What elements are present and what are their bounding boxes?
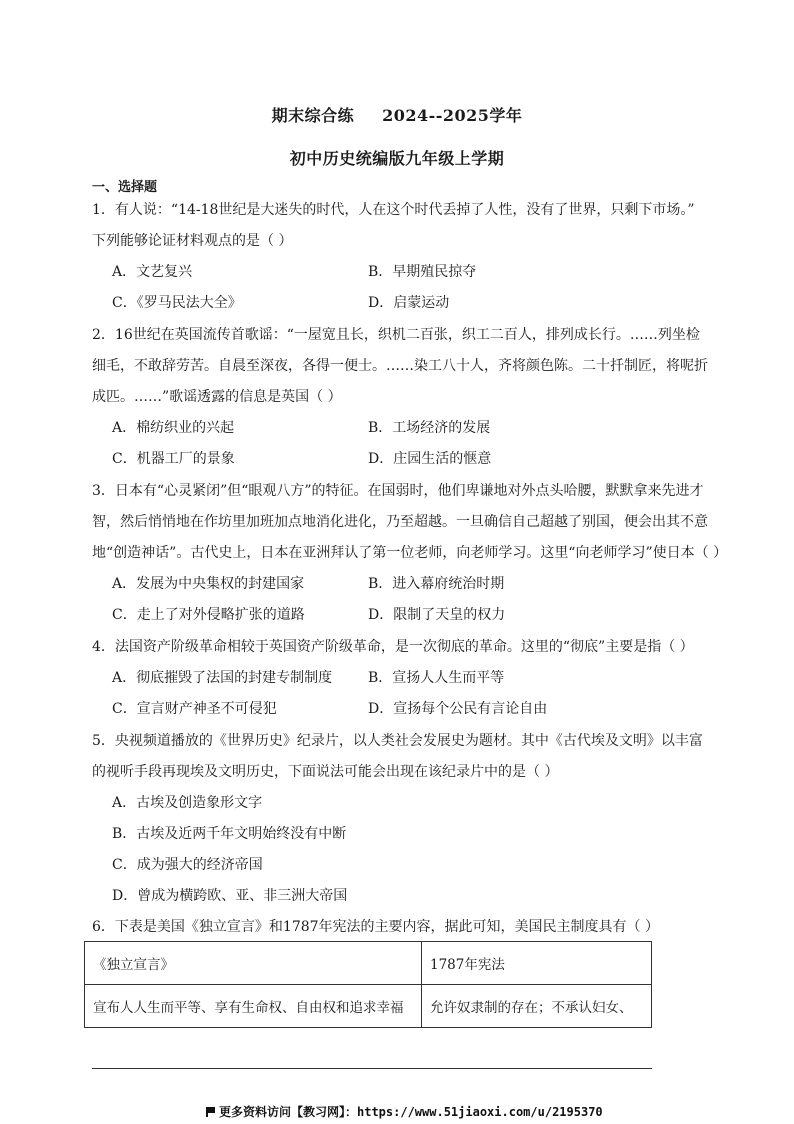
question-1-option-d: D．启蒙运动 [368,295,450,311]
question-2-option-a: A．棉纺织业的兴起 [112,420,235,436]
title-left: 期末综合练 [271,106,355,125]
question-3-line-1: 3．日本有“心灵紧闭”但“眼观八方”的特征。在国弱时，他们卑谦地对外点头哈腰，默默拿来先进才 [92,483,704,499]
table-cell: 宣布人人生而平等、享有生命权、自由权和追求幸福 [85,985,422,1028]
table-row [85,942,652,985]
question-2-line-3: 成匹。……”歌谣透露的信息是英国（ ） [92,389,342,405]
footer-divider [92,1068,652,1069]
table-header-cell: 《独立宣言》 [85,942,422,985]
question-3-option-b: B．进入幕府统治时期 [368,576,505,592]
question-4-option-b: B．宣扬人人生而平等 [368,670,505,686]
question-2-line-1: 2．16世纪在英国流传首歌谣：“一屋宽且长，织机二百张，织工二百人，排列成长行。……列坐检 [92,327,700,343]
page-subtitle: 初中历史统编版九年级上学期 [289,149,505,168]
question-5-line-2: 的视听手段再现埃及文明历史，下面说法可能会出现在该纪录片中的是（ ） [92,764,559,780]
section-heading: 一、选择题 [92,180,158,195]
question-5-option-a: A．古埃及创造象形文字 [112,795,263,811]
footer-link[interactable] [206,1103,603,1120]
question-4-option-d: D．宣扬每个公民有言论自由 [368,701,548,717]
question-1-option-a: A．文艺复兴 [112,264,193,280]
question-1-option-b: B．早期殖民掠夺 [368,264,477,280]
question-6-line-1: 6．下表是美国《独立宣言》和1787年宪法的主要内容，据此可知，美国民主制度具有（ ） [92,919,659,935]
question-5-option-c: C．成为强大的经济帝国 [112,857,263,873]
question-4-option-a: A．彻底摧毁了法国的封建专制制度 [112,670,333,686]
table-header-cell: 1787年宪法 [422,942,652,985]
question-3-option-c: C．走上了对外侵略扩张的道路 [112,607,305,623]
title-right: 2024--2025学年 [382,106,523,125]
question-2-option-b: B．工场经济的发展 [368,420,491,436]
question-5-option-b: B．古埃及近两千年文明始终没有中断 [112,826,347,842]
question-3-line-3: 地“创造神话”。古代史上，日本在亚洲拜认了第一位老师，向老师学习。这里“向老师学习”使日本（ ） [92,545,728,561]
flag-icon [206,1107,215,1117]
question-5-line-1: 5．央视频道播放的《世界历史》纪录片，以人类社会发展史为题材。其中《古代埃及文明》以丰富 [92,733,703,749]
question-2-line-2: 细毛，不敢辞劳苦。自晨至深夜，各得一便士。……染工八十人，齐将颜色陈。二十扦制匠，将呢折 [92,358,708,374]
question-4-option-c: C．宣言财产神圣不可侵犯 [112,701,277,717]
comparison-table [84,941,652,1028]
table-cell: 允许奴隶制的存在；不承认妇女、 [422,985,652,1028]
question-4-line-1: 4．法国资产阶级革命相较于英国资产阶级革命，是一次彻底的革命。这里的“彻底”主要是指（ ） [92,639,694,655]
question-3-line-2: 智，然后悄悄地在作坊里加班加点地消化进化，乃至超越。一旦确信自己超越了别国，便会出其不意 [92,514,708,530]
question-3-option-a: A．发展为中央集权的封建国家 [112,576,305,592]
question-1-line-2: 下列能够论证材料观点的是（ ） [92,233,293,249]
table-row [85,985,652,1028]
question-1-option-c: C．《罗马民法大全》 [112,295,242,311]
question-5-option-d: D．曾成为横跨欧、亚、非三洲大帝国 [112,888,348,904]
question-3-option-d: D．限制了天皇的权力 [368,607,506,623]
question-1-line-1: 1．有人说：“14-18世纪是大迷失的时代，人在这个时代丢掉了人性，没有了世界，只剩下市场。” [92,202,695,218]
footer-text: 更多资料访问【教习网】：https://www.51jiaoxi.com/u/2195370 [219,1105,603,1119]
question-2-option-d: D．庄园生活的惬意 [368,451,492,467]
question-2-option-c: C．机器工厂的景象 [112,451,235,467]
page-title [0,103,794,126]
